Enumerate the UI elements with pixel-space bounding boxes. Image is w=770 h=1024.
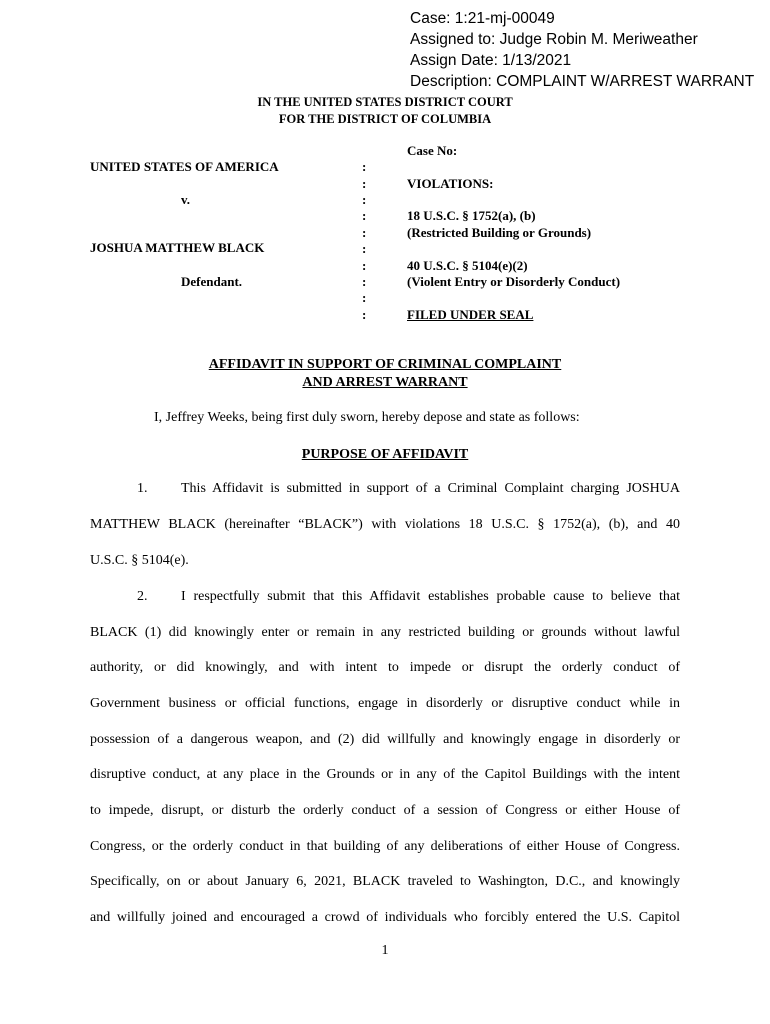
stamp-case-number: Case: 1:21-mj-00049 bbox=[410, 10, 555, 27]
caption-colon: : bbox=[362, 176, 367, 191]
caption-plaintiff: UNITED STATES OF AMERICA bbox=[90, 159, 279, 174]
stamp-assigned-judge: Assigned to: Judge Robin M. Meriweather bbox=[410, 31, 698, 48]
affidavit-title-line1: AFFIDAVIT IN SUPPORT OF CRIMINAL COMPLAINT bbox=[208, 357, 562, 372]
caption-versus: v. bbox=[181, 192, 191, 207]
court-name-line2: FOR THE DISTRICT OF COLUMBIA bbox=[278, 112, 492, 126]
caption-violations-label: VIOLATIONS: bbox=[407, 176, 494, 191]
paragraph-line: possession of a dangerous weapon, and (2) did willfully and knowingly engage in disorderly or bbox=[90, 732, 680, 747]
paragraph-line: I respectfully submit that this Affidavit establishes probable cause to believe that bbox=[181, 589, 680, 604]
paragraph-number: 1. bbox=[137, 481, 148, 496]
section-heading: PURPOSE OF AFFIDAVIT bbox=[301, 447, 469, 462]
court-name-line1: IN THE UNITED STATES DISTRICT COURT bbox=[257, 95, 513, 109]
paragraph-line: Government business or official functions, engage in disorderly or disruptive conduct while in bbox=[90, 696, 680, 711]
caption-defendant-label: Defendant. bbox=[181, 274, 243, 289]
paragraph-line: authority, or did knowingly, and with intent to impede or disrupt the orderly conduct of bbox=[90, 660, 680, 675]
paragraph-line: BLACK (1) did knowingly enter or remain in any restricted building or grounds without lawful bbox=[90, 625, 680, 640]
paragraph-line: This Affidavit is submitted in support of a Criminal Complaint charging JOSHUA bbox=[181, 481, 680, 496]
caption-defendant-name: JOSHUA MATTHEW BLACK bbox=[90, 240, 265, 255]
caption-colon: : bbox=[362, 208, 367, 223]
caption-colon: : bbox=[362, 159, 367, 174]
caption-colon: : bbox=[362, 258, 367, 273]
caption-violation1-desc: (Restricted Building or Grounds) bbox=[407, 225, 592, 240]
paragraph-number: 2. bbox=[137, 589, 148, 604]
caption-filed-under-seal: FILED UNDER SEAL bbox=[407, 307, 534, 322]
caption-colon: : bbox=[362, 241, 367, 256]
caption-violation2-code: 40 U.S.C. § 5104(e)(2) bbox=[407, 258, 528, 273]
paragraph-line: Congress, or the orderly conduct in that building of any deliberations of either House of Congress. bbox=[90, 839, 680, 854]
caption-colon: : bbox=[362, 225, 367, 240]
caption-colon: : bbox=[362, 307, 367, 322]
paragraph-line: U.S.C. § 5104(e). bbox=[90, 553, 189, 568]
caption-colon: : bbox=[362, 274, 367, 289]
page-number: 1 bbox=[381, 943, 389, 958]
paragraph-line: to impede, disrupt, or disturb the orderly conduct of a session of Congress or either House of bbox=[90, 803, 680, 818]
case-stamp bbox=[410, 8, 754, 92]
caption-violation2-desc: (Violent Entry or Disorderly Conduct) bbox=[407, 274, 621, 289]
caption-violation1-code: 18 U.S.C. § 1752(a), (b) bbox=[407, 208, 536, 223]
stamp-description: Description: COMPLAINT W/ARREST WARRANT bbox=[410, 73, 755, 90]
stamp-assign-date: Assign Date: 1/13/2021 bbox=[410, 52, 572, 69]
paragraph-line: Specifically, on or about January 6, 2021, BLACK traveled to Washington, D.C., and knowingly bbox=[90, 874, 680, 889]
paragraph-line: disruptive conduct, at any place in the Grounds or in any of the Capitol Buildings with the intent bbox=[90, 767, 680, 782]
paragraph-line: MATTHEW BLACK (hereinafter “BLACK”) with violations 18 U.S.C. § 1752(a), (b), and 40 bbox=[90, 517, 680, 532]
intro-sentence: I, Jeffrey Weeks, being first duly sworn, hereby depose and state as follows: bbox=[154, 410, 580, 425]
caption-colon: : bbox=[362, 192, 367, 207]
paragraph-line: and willfully joined and encouraged a crowd of individuals who forcibly entered the U.S. Capitol bbox=[90, 910, 680, 925]
affidavit-title-line2: AND ARREST WARRANT bbox=[302, 375, 468, 390]
caption-case-number: Case No: bbox=[407, 143, 458, 158]
caption-colon: : bbox=[362, 290, 367, 305]
